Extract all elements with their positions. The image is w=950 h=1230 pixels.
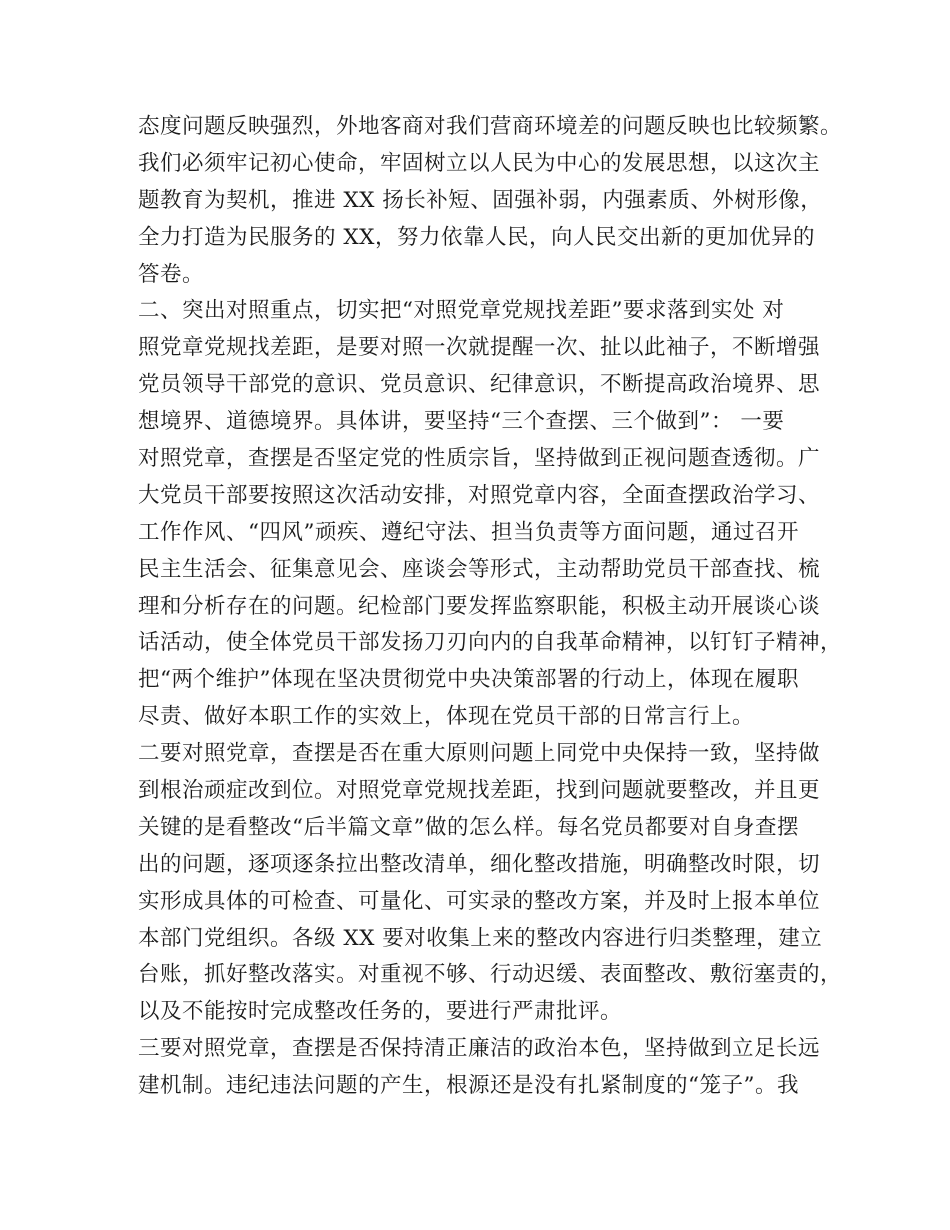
- text-line: 出的问题，逐项逐条拉出整改清单，细化整改措施，明确整改时限，切: [138, 851, 821, 877]
- text-line: 对照党章，查摆是否坚定党的性质宗旨，坚持做到正视问题查透彻。广: [138, 446, 821, 472]
- text-line: 以及不能按时完成整改任务的，要进行严肃批评。: [138, 999, 623, 1025]
- text-line: 党员领导干部党的意识、党员意识、纪律意识，不断提高政治境界、思: [138, 372, 821, 398]
- text-line: 工作作风、“四风”顽疾、遵纪守法、担当负责等方面问题，通过召开: [138, 519, 799, 545]
- text-line: 题教育为契机，推进 XX 扬长补短、固强补弱，内强素质、外树形像，: [138, 187, 823, 213]
- text-line: 把“两个维护”体现在坚决贯彻党中央决策部署的行动上，体现在履职: [138, 667, 799, 693]
- text-line: 实形成具体的可检查、可量化、可实录的整改方案，并及时上报本单位: [138, 888, 821, 914]
- text-line: 建机制。违纪违法问题的产生，根源还是没有扎紧制度的“笼子”。我: [138, 1073, 799, 1099]
- text-line: 尽责、做好本职工作的实效上，体现在党员干部的日常言行上。: [138, 704, 755, 730]
- paragraph-start-line: 二要对照党章，查摆是否在重大原则问题上同党中央保持一致，坚持做: [138, 741, 821, 767]
- text-line: 大党员干部要按照这次活动安排，对照党章内容，全面查摆政治学习、: [138, 482, 821, 508]
- text-line: 理和分析存在的问题。纪检部门要发挥监察职能，积极主动开展谈心谈: [138, 593, 821, 619]
- text-line: 态度问题反映强烈，外地客商对我们营商环境差的问题反映也比较频繁。: [138, 114, 843, 139]
- text-line: 台账，抓好整改落实。对重视不够、行动迟缓、表面整改、敷衍塞责的，: [138, 962, 843, 988]
- text-line: 本部门党组织。各级 XX 要对收集上来的整改内容进行归类整理，建立: [138, 925, 823, 951]
- text-line: 想境界、道德境界。具体讲，要坚持“三个查摆、三个做到”： 一要: [138, 409, 785, 435]
- section-heading-line: 二、突出对照重点，切实把“对照党章党规找差距”要求落到实处 对: [138, 298, 785, 324]
- text-line: 照党章党规找差距，是要对照一次就提醒一次、扯以此袖子，不断增强: [138, 335, 821, 361]
- text-line: 答卷。: [138, 261, 205, 287]
- text-line: 民主生活会、征集意见会、座谈会等形式，主动帮助党员干部查找、梳: [138, 556, 821, 582]
- paragraph-start-line: 三要对照党章，查摆是否保持清正廉洁的政治本色，坚持做到立足长远: [138, 1036, 821, 1062]
- text-line: 关键的是看整改“后半篇文章”做的怎么样。每名党员都要对自身查摆: [138, 814, 799, 840]
- text-line: 到根治顽症改到位。对照党章党规找差距，找到问题就要整改，并且更: [138, 778, 821, 804]
- text-line: 全力打造为民服务的 XX，努力依靠人民，向人民交出新的更加优异的: [138, 224, 815, 250]
- text-line: 我们必须牢记初心使命，牢固树立以人民为中心的发展思想，以这次主: [138, 150, 821, 176]
- text-line: 话活动，使全体党员干部发扬刀刃向内的自我革命精神，以钉钉子精神，: [138, 630, 843, 656]
- document-body-text: [138, 109, 843, 1105]
